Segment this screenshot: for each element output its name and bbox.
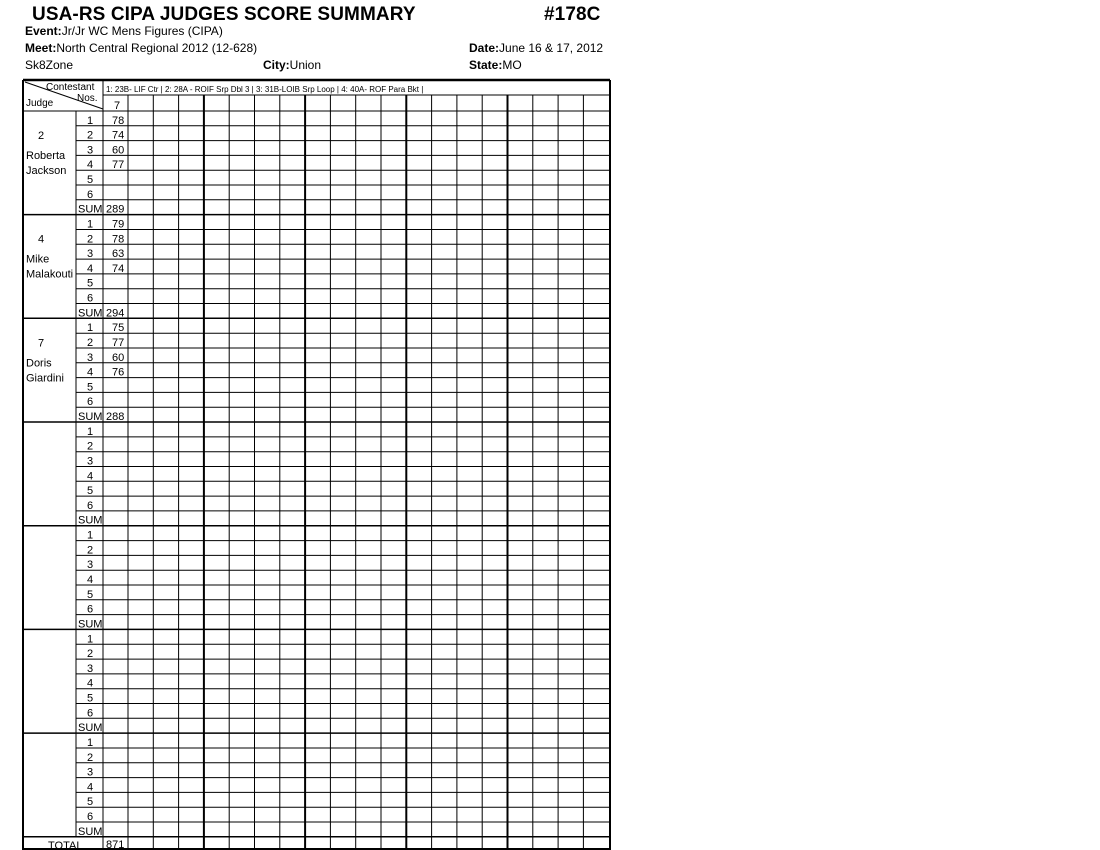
row-number: 2 <box>87 129 94 142</box>
score-cell: 63 <box>112 248 125 261</box>
row-number: 6 <box>87 188 94 201</box>
row-number: 5 <box>87 796 94 809</box>
score-cell: 74 <box>112 262 125 275</box>
row-number: 5 <box>87 381 94 394</box>
row-number: 1 <box>87 114 94 127</box>
score-cell: 78 <box>112 233 125 246</box>
event-value: Jr/Jr WC Mens Figures (CIPA) <box>61 24 223 38</box>
row-number: 6 <box>87 292 94 305</box>
sum-value: 294 <box>106 307 125 320</box>
event-label: Event: <box>25 24 62 38</box>
row-number: 1 <box>87 322 94 335</box>
row-number: 5 <box>87 485 94 498</box>
row-number: 3 <box>87 662 94 675</box>
sum-label: SUM <box>78 618 103 631</box>
row-number: 6 <box>87 396 94 409</box>
row-number: 3 <box>87 766 94 779</box>
sum-label: SUM <box>78 514 103 527</box>
row-number: 6 <box>87 707 94 720</box>
row-number: 2 <box>87 751 94 764</box>
score-cell: 60 <box>112 351 125 364</box>
sum-label: SUM <box>78 825 103 838</box>
contestant-number: 7 <box>114 100 121 112</box>
judge-first-name: Doris <box>26 357 52 370</box>
row-number: 6 <box>87 499 94 512</box>
state-value: MO <box>502 58 522 72</box>
figures-header: 1: 23B- LIF Ctr | 2: 28A - ROIF Srp Dbl 3 | 3: 31B-LOIB Srp Loop | 4: 40A- ROF Para Bkt | <box>106 85 424 94</box>
total-label: TOTAL <box>48 840 83 850</box>
row-number: 4 <box>87 781 94 794</box>
row-number: 2 <box>87 337 94 349</box>
row-number: 3 <box>87 559 94 572</box>
state-label: State: <box>469 58 503 72</box>
row-number: 1 <box>87 529 94 542</box>
date-value: June 16 & 17, 2012 <box>499 41 604 55</box>
meet-label: Meet: <box>25 41 57 55</box>
row-number: 1 <box>87 425 94 438</box>
score-cell: 74 <box>112 129 125 142</box>
page-title: USA-RS CIPA JUDGES SCORE SUMMARY <box>32 4 416 25</box>
grid-lines <box>23 80 610 850</box>
judge-first-name: Roberta <box>26 150 66 162</box>
judge-first-name: Mike <box>26 253 50 266</box>
date-label: Date: <box>469 41 500 55</box>
row-number: 2 <box>87 440 94 453</box>
row-number: 5 <box>87 692 94 705</box>
score-cell: 76 <box>112 366 125 379</box>
row-number: 4 <box>87 366 94 379</box>
row-number: 6 <box>87 811 94 823</box>
row-number: 2 <box>87 648 94 661</box>
city-value: Union <box>289 58 322 72</box>
sum-label: SUM <box>78 411 103 423</box>
row-number: 3 <box>87 351 94 364</box>
row-number: 3 <box>87 455 94 468</box>
score-cell: 75 <box>112 322 125 335</box>
judge-last-name: Malakouti <box>26 268 74 281</box>
sum-value: 288 <box>106 411 125 423</box>
row-number: 1 <box>87 737 94 749</box>
sum-label: SUM <box>78 203 103 216</box>
score-cell: 77 <box>112 159 125 172</box>
judge-last-name: Jackson <box>26 165 67 177</box>
nos-label: Nos. <box>77 93 98 104</box>
form-number: #178C <box>544 4 601 25</box>
row-number: 5 <box>87 174 94 186</box>
row-number: 3 <box>87 248 94 261</box>
meet-value: North Central Regional 2012 (12-628) <box>56 41 258 55</box>
row-number: 2 <box>87 233 94 246</box>
judge-number: 4 <box>38 233 45 246</box>
judge-label: Judge <box>26 98 54 109</box>
judge-number: 2 <box>38 130 45 142</box>
row-number: 5 <box>87 277 94 290</box>
row-number: 1 <box>87 633 94 646</box>
sum-label: SUM <box>78 722 103 735</box>
row-number: 5 <box>87 588 94 601</box>
row-number: 4 <box>87 262 94 275</box>
score-cell: 60 <box>112 144 125 157</box>
rink-name: Sk8Zone <box>25 58 74 72</box>
score-cell: 78 <box>112 114 125 127</box>
row-number: 4 <box>87 677 94 690</box>
row-number: 4 <box>87 574 94 586</box>
total-value: 871 <box>106 839 125 850</box>
row-number: 6 <box>87 603 94 616</box>
row-number: 4 <box>87 159 94 172</box>
city-label: City: <box>263 58 290 72</box>
row-number: 3 <box>87 144 94 157</box>
row-number: 2 <box>87 544 94 557</box>
contestant-label: Contestant <box>46 82 95 93</box>
row-number: 4 <box>87 470 94 483</box>
grid-cells <box>26 115 124 838</box>
sum-value: 289 <box>106 203 125 216</box>
score-cell: 79 <box>112 218 125 231</box>
score-cell: 77 <box>112 337 125 349</box>
judge-number: 7 <box>38 337 45 350</box>
sum-label: SUM <box>78 307 103 320</box>
row-number: 1 <box>87 218 94 231</box>
judge-last-name: Giardini <box>26 372 64 385</box>
